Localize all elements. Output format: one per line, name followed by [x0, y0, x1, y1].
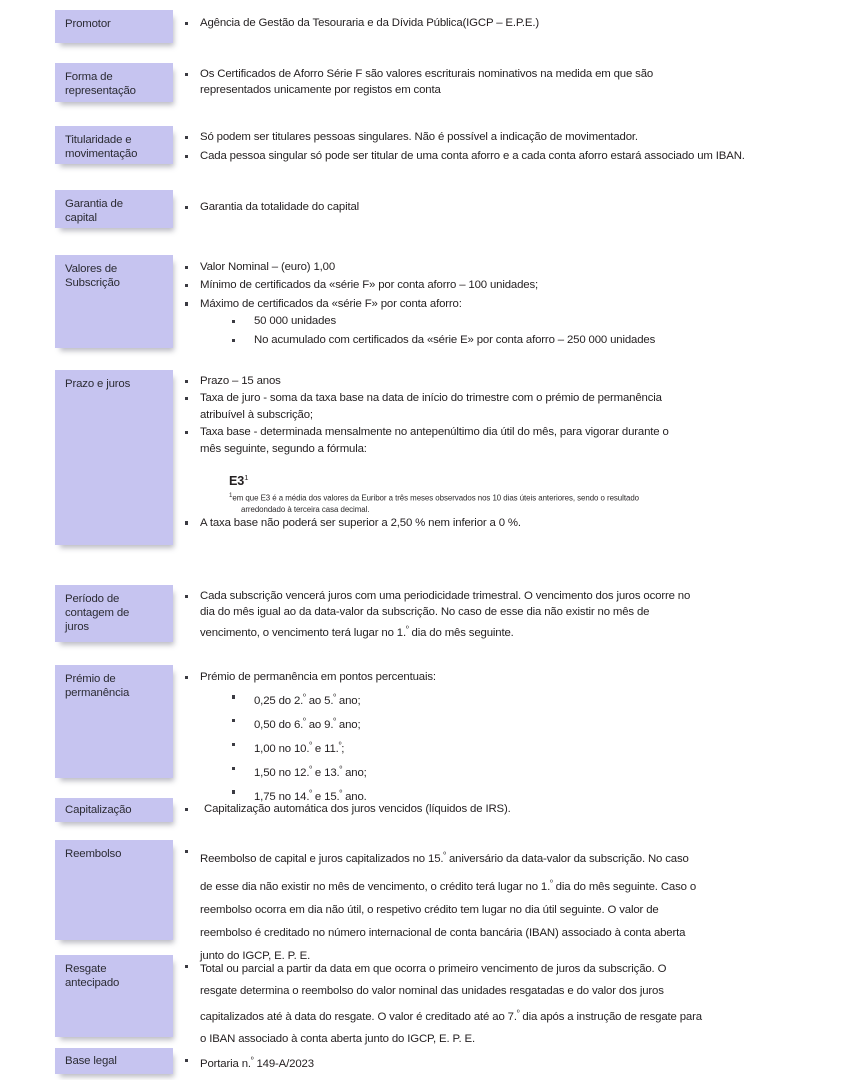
bullet-text-line5: junto do IGCP, E. P. E. [200, 949, 311, 962]
ordinal-sup: º [309, 740, 312, 749]
label-text: Reembolso [65, 848, 122, 860]
sub-bullet-item [232, 332, 797, 349]
bullet-text: Cada pessoa singular só pode ser titular de uma conta aforro e a cada conta aforro estará associado um IBAN. [200, 150, 745, 163]
bullet-text: Agência de Gestão da Tesouraria e da Dívida Pública(IGCP – E.P.E.) [200, 17, 539, 29]
section-label-resgate-antecipado [55, 955, 173, 1037]
line3-post: dia do mês seguinte. [408, 626, 514, 639]
bullet-list [185, 1052, 797, 1072]
label-text: Prazo e juros [65, 378, 131, 390]
line1-pre: Reembolso de capital e juros capitalizados no 15. [200, 852, 444, 865]
rate-post: ano; [335, 695, 361, 708]
rate-mid: ao 5. [305, 695, 334, 708]
ordinal-sup: º [550, 877, 553, 887]
formula-footnote [229, 490, 749, 515]
ordinal-sup: º [339, 787, 343, 797]
section-label-base-legal [55, 1048, 173, 1074]
label-text-line2: permanência [65, 687, 130, 700]
sub-bullet-text: No acumulado com certificados da «série E» por conta aforro – 250 000 unidades [254, 334, 656, 347]
rate-post: ano. [342, 790, 367, 803]
label-text-line1: Resgate [65, 963, 107, 975]
bullet-item [185, 390, 797, 423]
section-label-forma-de-representacao [55, 63, 173, 102]
formula-footnote-marker: 1 [244, 473, 249, 483]
bullet-item [185, 1052, 797, 1072]
rate-mid: ao 9. [305, 719, 334, 731]
ordinal-sup: º [250, 1055, 254, 1064]
bullet-item [185, 296, 797, 349]
rate-post: ano; [335, 719, 361, 731]
bullet-list [185, 373, 797, 457]
section-body-capitalizacao [185, 801, 797, 818]
bullet-text [200, 1055, 314, 1070]
bullet-text-line1 [200, 843, 793, 871]
section-body-premio-de-permanencia [185, 669, 797, 807]
section-body-base-legal [185, 1052, 797, 1073]
bullet-text: Prémio de permanência em pontos percentuais: [200, 671, 436, 683]
bullet-list [185, 801, 797, 817]
rate-post: ano; [342, 766, 367, 779]
section-label-titularidade-e-movimentacao [55, 126, 173, 164]
bullet-list [185, 15, 797, 31]
bullet-item [185, 669, 797, 805]
sub-bullet-list [200, 313, 797, 349]
bullet-text: Prazo – 15 anos [200, 375, 281, 387]
section-label-promotor [55, 10, 173, 43]
footnote-line1: em que E3 é a média dos valores da Euribor a três meses observados nos 10 dias úteis anteriores, sendo o resultado [232, 493, 640, 503]
label-text-line1: Valores de [65, 263, 118, 275]
ordinal-sup: º [338, 740, 342, 749]
rate-mid: e 15. [311, 790, 340, 803]
section-label-reembolso [55, 840, 173, 940]
label-text-line1: Garantia de [65, 198, 123, 210]
bullet-text-line1: Taxa base - determinada mensalmente no antepenúltimo dia útil do mês, para vigorar durante o [200, 426, 669, 439]
section-body-periodo-de-contagem-de-juros [185, 588, 797, 642]
ordinal-sup: º [339, 763, 343, 773]
bullet-list [185, 129, 797, 165]
rate-mid: e 11. [311, 742, 339, 755]
bullet-text-line2: representados unicamente por registos em conta [200, 84, 441, 97]
bullet-item [185, 588, 797, 641]
bullet-item [185, 515, 797, 531]
bullet-item [185, 66, 797, 99]
label-text-line1: Período de [65, 593, 120, 605]
rate-label: 0,25 do 2. [254, 695, 304, 708]
bullet-text: Garantia da totalidade do capital [200, 201, 360, 213]
label-text-line1: Titularidade e [65, 134, 132, 146]
label-text-line1: Forma de [65, 71, 113, 83]
footnote-marker: 1 [229, 492, 233, 500]
bullet-text: Só podem ser titulares pessoas singulares. Não é possível a indicação de movimentador. [200, 131, 638, 143]
label-text: Capitalização [65, 804, 132, 816]
sub-bullet-item [232, 760, 797, 782]
line1-post: aniversário da data-valor da subscrição. No caso [445, 852, 689, 865]
bullet-item [185, 148, 797, 164]
label-text: Base legal [65, 1055, 117, 1067]
rate-mid: e 13. [311, 766, 340, 779]
bullet-item [185, 259, 797, 275]
ordinal-sup: º [333, 692, 336, 702]
section-label-capitalizacao [55, 798, 173, 822]
rate-label: 1,75 no 14. [254, 790, 310, 803]
bullet-text-line3: reembolso ocorra em dia não útil, o respetivo crédito tem lugar no dia útil seguinte. O valor de [200, 903, 659, 916]
rate-post: ; [341, 742, 345, 755]
label-text: Promotor [65, 18, 111, 30]
bullet-item [185, 373, 797, 389]
footnote-line2: arredondado à terceira casa decimal. [241, 504, 370, 514]
line3-pre: vencimento, o vencimento terá lugar no 1. [200, 626, 406, 639]
section-body-promotor [185, 15, 797, 32]
ordinal-sup: º [309, 787, 312, 797]
bullet-text-line3 [200, 1002, 793, 1028]
label-text-line1: Prémio de [65, 673, 116, 685]
bullet-text-line2: dia do mês igual ao da data-valor da subscrição. No caso de esse dia não existir no mês de [200, 606, 650, 619]
ordinal-sup: º [443, 850, 446, 859]
bullet-item [185, 843, 793, 968]
bullet-text: Capitalização automática dos juros vencidos (líquidos de IRS). [204, 803, 511, 815]
line3-pre: capitalizados até à data do resgate. O valor é creditado até ao 7. [200, 1010, 517, 1023]
section-label-garantia-de-capital [55, 190, 173, 228]
rate-label: 1,00 no 10. [254, 742, 310, 755]
ordinal-sup: º [405, 623, 409, 633]
bullet-item [185, 958, 793, 1050]
bullet-text-line1: Cada subscrição vencerá juros com uma periodicidade trimestral. O vencimento dos juros ocorre no [200, 590, 691, 602]
section-label-prazo-e-juros [55, 370, 173, 545]
bullet-item [185, 277, 797, 293]
bullet-item [185, 129, 797, 145]
legal-post: 149-A/2023 [253, 1057, 314, 1070]
rate-label: 0,50 do 6. [254, 719, 304, 731]
bullet-list [185, 843, 793, 968]
section-body-resgate-antecipado [185, 958, 793, 1051]
bullet-text-line2 [200, 871, 793, 899]
bullet-list [185, 588, 797, 641]
bullet-list [185, 259, 797, 349]
bullet-text-line3 [200, 621, 797, 641]
line3-post: dia após a instrução de resgate para [519, 1010, 702, 1023]
rate-label: 1,50 no 12. [254, 766, 310, 779]
bullet-text-line4: o IBAN associado à conta aberta junto do IGCP, E. P. E. [200, 1032, 476, 1045]
bullet-text-line1: Os Certificados de Aforro Série F são valores escriturais nominativos na medida em que são [200, 68, 654, 80]
bullet-list [185, 669, 797, 805]
base-rate-formula [229, 470, 797, 489]
bullet-item [185, 424, 797, 457]
line2-post: dia do mês seguinte. Caso o [552, 880, 697, 893]
ordinal-sup: º [333, 716, 336, 726]
section-body-titularidade-e-movimentacao [185, 129, 797, 166]
line2-pre: de esse dia não existir no mês de vencimento, o crédito terá lugar no 1. [200, 880, 551, 893]
bullet-list-closing [185, 515, 797, 531]
ordinal-sup: º [303, 692, 306, 702]
legal-pre: Portaria n. [200, 1057, 251, 1070]
formula-text: E3 [229, 474, 245, 489]
bullet-list [185, 199, 797, 215]
sub-bullet-item [232, 712, 797, 734]
label-text-line2: representação [65, 85, 136, 98]
sub-bullet-item [232, 736, 797, 758]
bullet-item [185, 199, 797, 215]
section-body-forma-de-representacao [185, 66, 797, 100]
section-label-valores-de-subscricao [55, 255, 173, 348]
sub-bullet-list [200, 688, 797, 805]
bullet-text-line2: resgate determina o reembolso do valor nominal das unidades resgatadas e do valor dos juros [200, 985, 664, 997]
bullet-list [185, 958, 793, 1050]
section-body-valores-de-subscricao [185, 259, 797, 351]
label-text-line2: Subscrição [65, 277, 120, 290]
bullet-item [185, 801, 797, 817]
ordinal-sup: º [303, 716, 306, 726]
bullet-text: Máximo de certificados da «série F» por conta aforro: [200, 297, 462, 310]
bullet-text-line2: mês seguinte, segundo a fórmula: [200, 442, 367, 455]
bullet-text-line1: Taxa de juro - soma da taxa base na data de início do trimestre com o prémio de permanência [200, 392, 662, 405]
bullet-list [185, 66, 797, 99]
bullet-item [185, 15, 797, 31]
bullet-text: Valor Nominal – (euro) 1,00 [200, 261, 336, 273]
sub-bullet-item [232, 313, 797, 330]
label-text-line2: antecipado [65, 977, 120, 990]
sub-bullet-text: 50 000 unidades [254, 315, 336, 328]
section-body-prazo-e-juros [185, 373, 797, 532]
section-body-garantia-de-capital [185, 199, 797, 216]
ordinal-sup: º [516, 1008, 520, 1017]
sub-bullet-item [232, 688, 797, 710]
bullet-text: Mínimo de certificados da «série F» por conta aforro – 100 unidades; [200, 279, 539, 292]
ordinal-sup: º [309, 763, 312, 773]
bullet-text-line2: atribuível à subscrição; [200, 408, 313, 421]
label-text-line3: juros [65, 621, 89, 634]
section-body-reembolso [185, 843, 793, 969]
label-text-line2: contagem de [65, 607, 130, 620]
section-label-premio-de-permanencia [55, 665, 173, 778]
section-label-periodo-de-contagem-de-juros [55, 585, 173, 642]
bullet-text-line4: reembolso é creditado no número internacional de conta bancária (IBAN) associado à conta aberta [200, 926, 686, 939]
bullet-text: A taxa base não poderá ser superior a 2,50 % nem inferior a 0 %. [200, 516, 521, 529]
label-text-line2: movimentação [65, 148, 138, 161]
bullet-text-line1: Total ou parcial a partir da data em que ocorra o primeiro vencimento de juros da subscrição. O [200, 963, 667, 975]
label-text-line2: capital [65, 212, 97, 225]
